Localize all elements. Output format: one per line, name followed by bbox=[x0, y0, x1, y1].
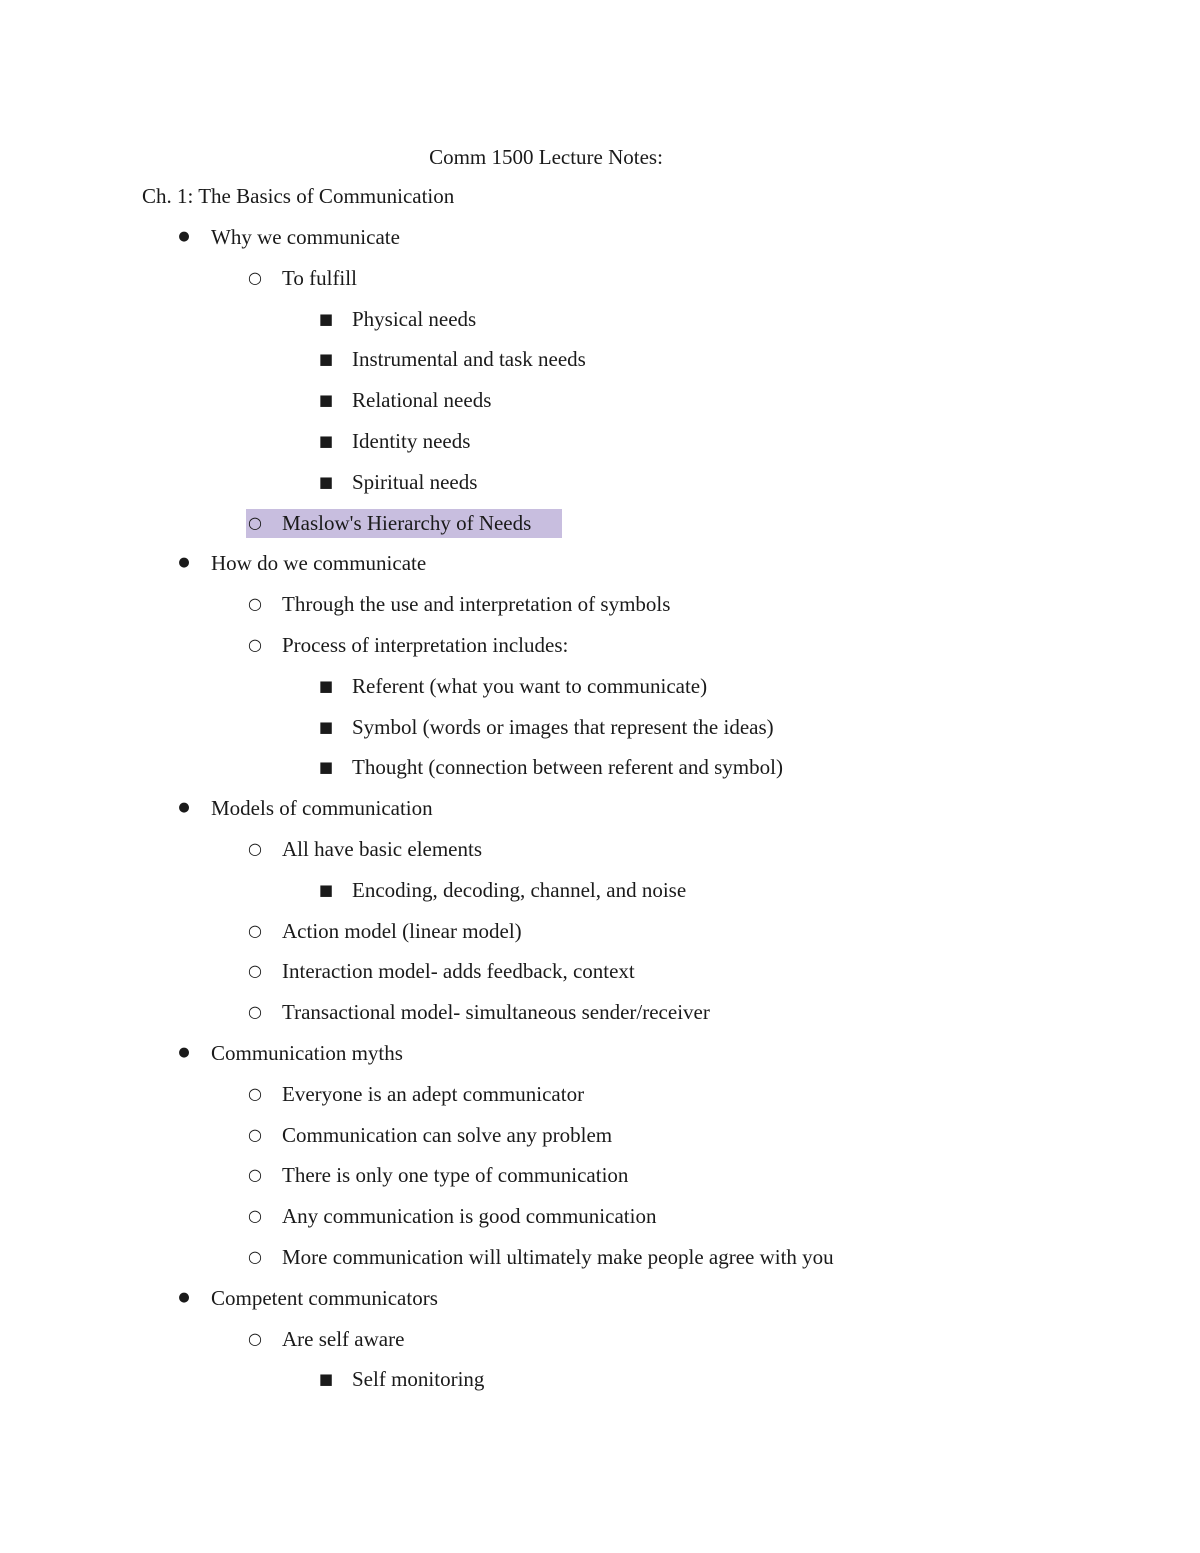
bullet-icon: ■ bbox=[318, 350, 334, 369]
bullet-icon: ○ bbox=[248, 594, 262, 614]
list-item-text: Physical needs bbox=[352, 306, 477, 331]
list-item-text: Are self aware bbox=[282, 1326, 405, 1351]
bullet-icon: ■ bbox=[318, 880, 334, 899]
list-item-text: Process of interpretation includes: bbox=[282, 632, 569, 657]
list-item-level-2 bbox=[0, 264, 1200, 305]
bullet-icon: ■ bbox=[318, 391, 334, 410]
list-item-text: Relational needs bbox=[352, 388, 492, 413]
list-item-level-2 bbox=[0, 1080, 1200, 1121]
bullet-icon: ○ bbox=[248, 512, 262, 532]
bullet-icon: ● bbox=[178, 1289, 190, 1305]
bullet-icon: ○ bbox=[248, 1206, 262, 1226]
bullet-icon: ● bbox=[178, 555, 190, 571]
list-item-level-2 bbox=[0, 509, 1200, 550]
list-item-level-1 bbox=[0, 794, 1200, 835]
bullet-icon: ○ bbox=[248, 961, 262, 981]
bullet-icon: ○ bbox=[248, 838, 262, 858]
list-item-text: Everyone is an adept communicator bbox=[282, 1081, 585, 1106]
list-item-level-2 bbox=[0, 1325, 1200, 1366]
list-item-level-2 bbox=[0, 1161, 1200, 1202]
list-item-level-3 bbox=[0, 753, 1200, 794]
list-item-text: Models of communication bbox=[211, 796, 433, 821]
bullet-icon: ● bbox=[178, 229, 190, 244]
list-item-text: More communication will ultimately make people agree with you bbox=[282, 1244, 834, 1269]
list-item-level-2 bbox=[0, 1121, 1200, 1162]
list-item-text: Identity needs bbox=[352, 428, 471, 453]
bullet-icon: ■ bbox=[318, 676, 334, 695]
bullet-icon: ○ bbox=[248, 634, 262, 654]
bullet-icon: ○ bbox=[248, 1083, 262, 1103]
bullet-icon: ○ bbox=[248, 267, 262, 287]
list-item-level-3 bbox=[0, 386, 1200, 427]
list-item-level-2 bbox=[0, 917, 1200, 958]
list-item-text: Maslow's Hierarchy of Needs bbox=[282, 510, 532, 535]
list-item-text: Thought (connection between referent and symbol) bbox=[352, 755, 783, 780]
list-item-level-1 bbox=[0, 1284, 1200, 1325]
bullet-icon: ■ bbox=[318, 717, 334, 736]
bullet-icon: ■ bbox=[318, 309, 334, 328]
list-item-text: Instrumental and task needs bbox=[352, 347, 586, 372]
bullet-icon: ○ bbox=[248, 1124, 262, 1144]
list-item-level-3 bbox=[0, 713, 1200, 754]
list-item-level-2 bbox=[0, 1202, 1200, 1243]
list-item-text: Communication can solve any problem bbox=[282, 1122, 613, 1147]
chapter-heading: Ch. 1: The Basics of Communication bbox=[142, 184, 455, 208]
bullet-icon: ○ bbox=[248, 1328, 262, 1348]
list-item-text: Transactional model- simultaneous sender/receiver bbox=[282, 1000, 710, 1025]
bullet-icon: ■ bbox=[318, 1370, 334, 1389]
list-item-text: Referent (what you want to communicate) bbox=[352, 673, 708, 698]
list-item-level-3 bbox=[0, 345, 1200, 386]
list-item-level-2 bbox=[0, 835, 1200, 876]
list-item-level-2 bbox=[0, 957, 1200, 998]
list-item-text: All have basic elements bbox=[282, 836, 483, 861]
list-item-text: How do we communicate bbox=[211, 551, 427, 576]
list-item-level-3 bbox=[0, 305, 1200, 346]
list-item-text: To fulfill bbox=[282, 265, 357, 290]
bullet-icon: ■ bbox=[318, 431, 334, 450]
list-item-level-2 bbox=[0, 1243, 1200, 1284]
bullet-icon: ■ bbox=[318, 472, 334, 491]
list-item-level-3 bbox=[0, 427, 1200, 468]
list-item-level-3 bbox=[0, 672, 1200, 713]
list-item-text: Encoding, decoding, channel, and noise bbox=[352, 877, 687, 902]
list-item-text: Why we communicate bbox=[211, 225, 400, 249]
bullet-icon: ● bbox=[178, 800, 190, 816]
list-item-text: Self monitoring bbox=[352, 1367, 485, 1392]
document-title: Comm 1500 Lecture Notes: bbox=[429, 145, 663, 169]
list-item-text: Action model (linear model) bbox=[282, 918, 522, 943]
list-item-text: Through the use and interpretation of symbols bbox=[282, 592, 671, 617]
list-item-text: There is only one type of communication bbox=[282, 1163, 629, 1188]
list-item-level-2 bbox=[0, 998, 1200, 1039]
notes-outline bbox=[0, 223, 1200, 1406]
list-item-level-3 bbox=[0, 468, 1200, 509]
list-item-level-3 bbox=[0, 1365, 1200, 1406]
list-item-level-1 bbox=[0, 223, 1200, 264]
list-item-level-3 bbox=[0, 876, 1200, 917]
list-item-level-2 bbox=[0, 631, 1200, 672]
bullet-icon: ○ bbox=[248, 1002, 262, 1022]
list-item-text: Communication myths bbox=[211, 1040, 403, 1065]
bullet-icon: ● bbox=[178, 1044, 190, 1060]
list-item-text: Spiritual needs bbox=[352, 469, 478, 494]
list-item-level-2 bbox=[0, 590, 1200, 631]
list-item-text: Symbol (words or images that represent the ideas) bbox=[352, 714, 774, 739]
bullet-icon: ■ bbox=[318, 758, 334, 777]
list-item-level-1 bbox=[0, 549, 1200, 590]
list-item-text: Interaction model- adds feedback, context bbox=[282, 959, 635, 984]
list-item-level-1 bbox=[0, 1039, 1200, 1080]
bullet-icon: ○ bbox=[248, 1165, 262, 1185]
list-item-text: Any communication is good communication bbox=[282, 1204, 657, 1229]
bullet-icon: ○ bbox=[248, 1246, 262, 1266]
list-item-text: Competent communicators bbox=[211, 1285, 438, 1310]
bullet-icon: ○ bbox=[248, 920, 262, 940]
